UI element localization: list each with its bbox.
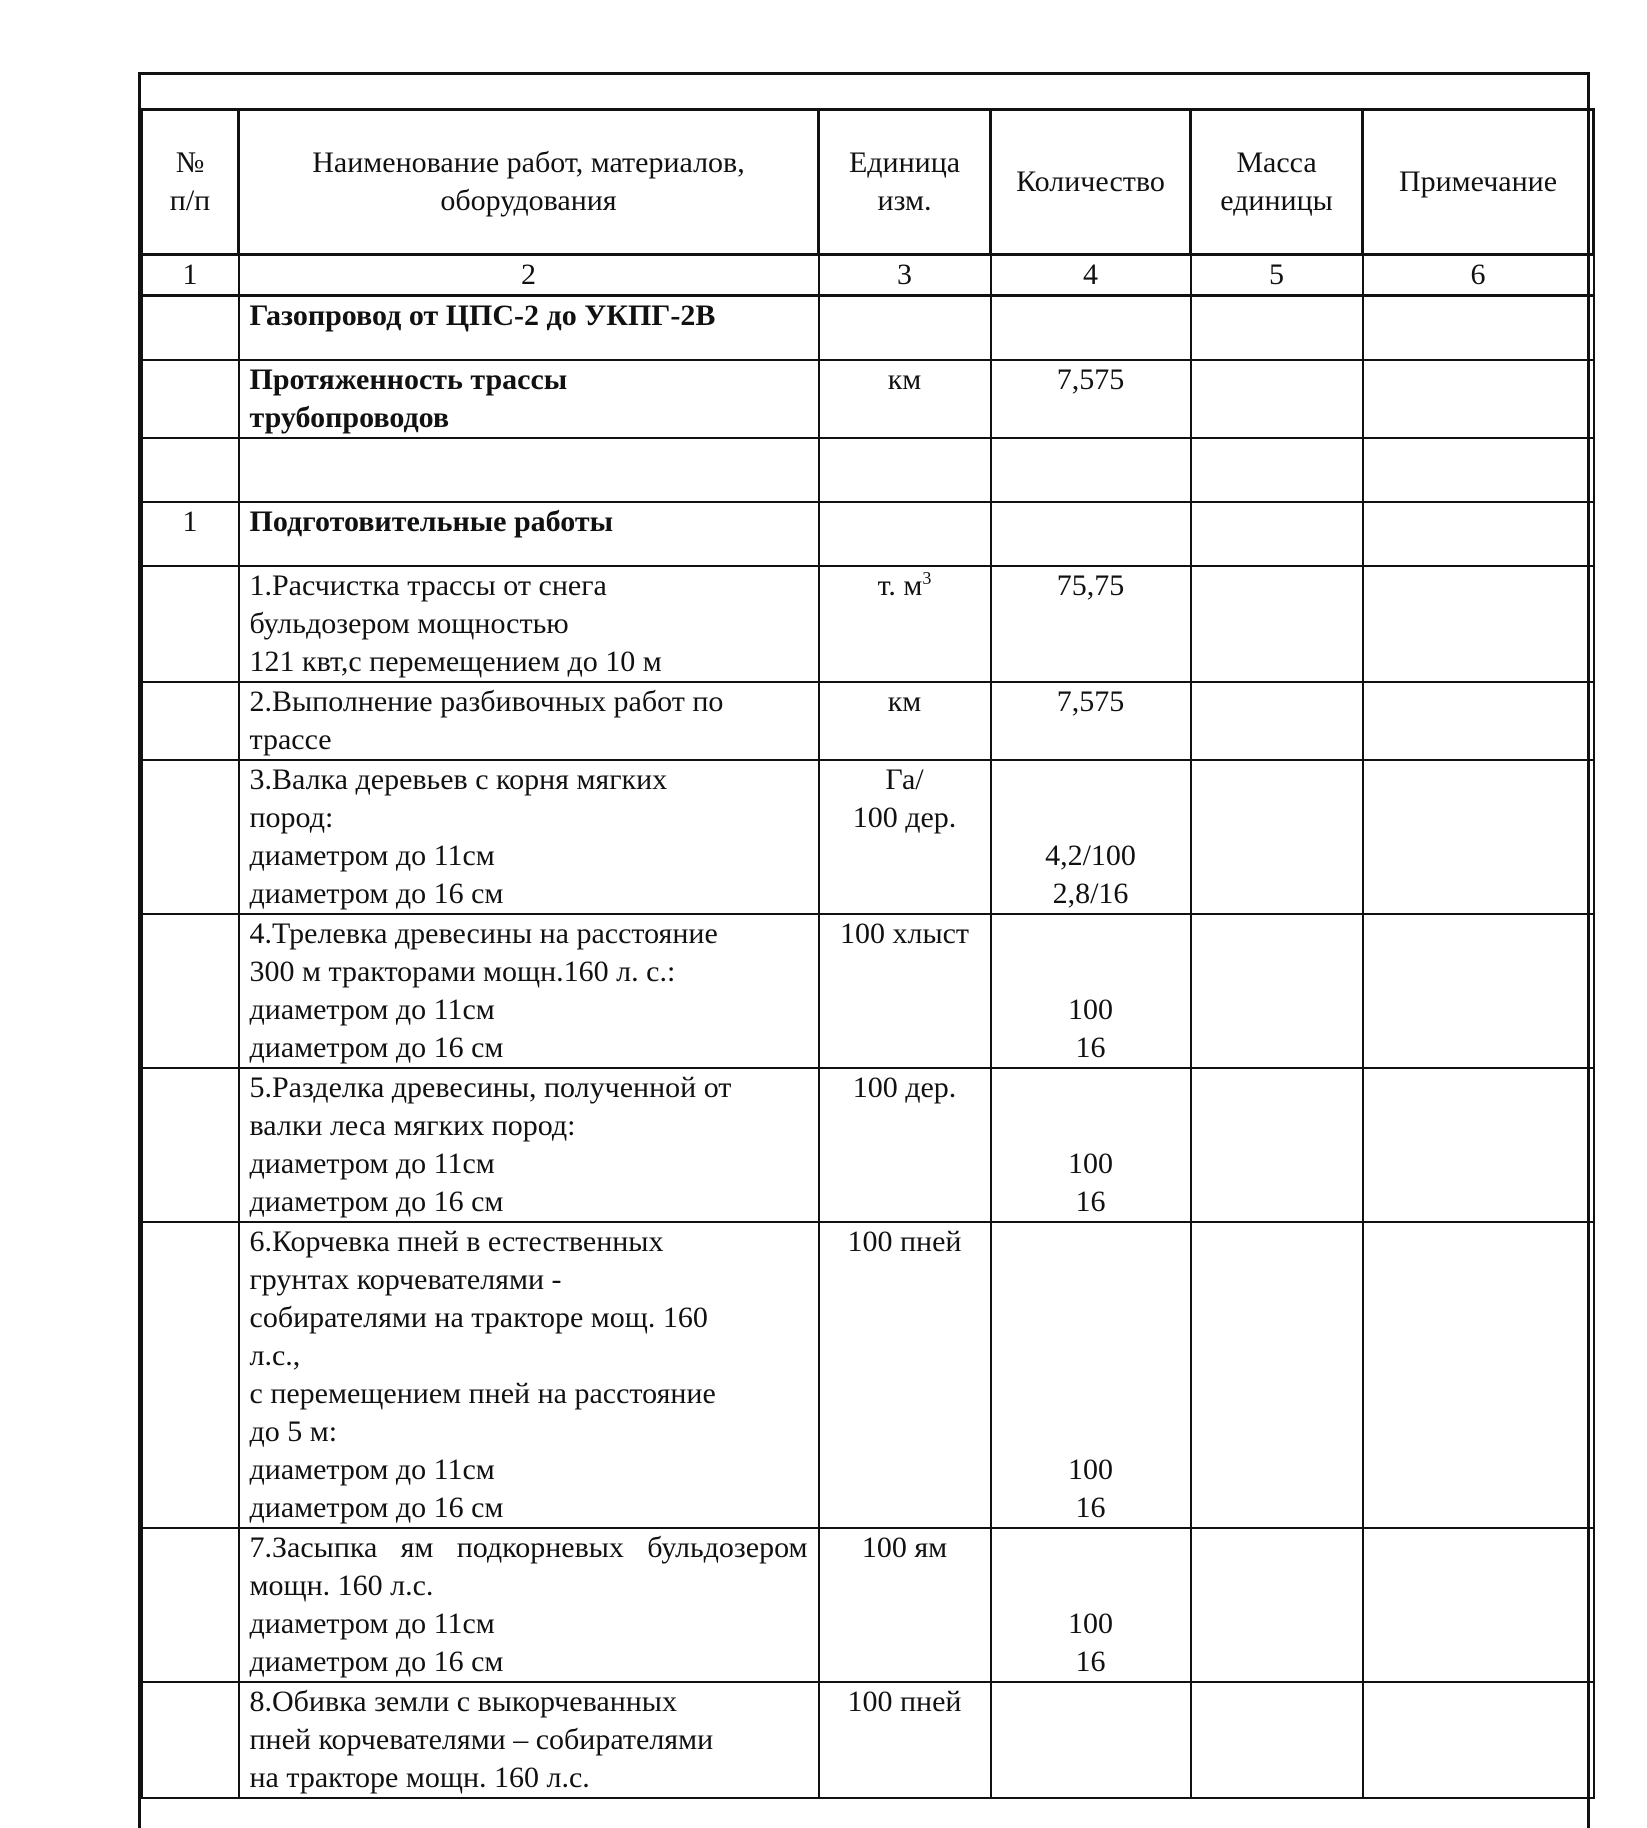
table-header (142, 110, 1594, 255)
table-row (142, 296, 1594, 360)
mass-cell (1191, 1222, 1363, 1528)
unit-cell: 100 хлыст (819, 914, 991, 1068)
row-number (142, 1068, 239, 1222)
quantity-cell: 100 16 (991, 1222, 1191, 1528)
note-cell (1363, 296, 1594, 360)
unit-cell (819, 438, 991, 502)
header-name: Наименование работ, материалов, оборудования (239, 110, 819, 255)
unit-cell: 100 дер. (819, 1068, 991, 1222)
mass-cell (1191, 1528, 1363, 1682)
unit-text: т. м (877, 568, 923, 602)
unit-cell: 100 ям (819, 1528, 991, 1682)
mass-cell (1191, 914, 1363, 1068)
row-number (142, 1222, 239, 1528)
quantity-cell (991, 1682, 1191, 1798)
table-row (142, 914, 1594, 1068)
section-title: Газопровод от ЦПС-2 до УКПГ-2В (239, 296, 819, 360)
mass-cell (1191, 566, 1363, 682)
name-cell: 8.Обивка земли с выкорчеванных пней корчевателями – собирателями на тракторе мощн. 160 л.с. (239, 1682, 819, 1798)
name-cell: 4.Трелевка древесины на расстояние 300 м тракторами мощн.160 л. с.: диаметром до 11см диаметром до 16 см (239, 914, 819, 1068)
note-cell (1363, 914, 1594, 1068)
quantity-cell (991, 438, 1191, 502)
name-cell: 5.Разделка древесины, полученной от валки леса мягких пород: диаметром до 11см диаметром до 16 см (239, 1068, 819, 1222)
row-number (142, 682, 239, 760)
table-row (142, 1222, 1594, 1528)
column-number: 3 (819, 255, 991, 296)
unit-cell: км (819, 360, 991, 438)
header-number: № п/п (142, 110, 239, 255)
row-number: 1 (142, 502, 239, 566)
table-row (142, 438, 1594, 502)
row-number (142, 1682, 239, 1798)
quantity-cell (991, 296, 1191, 360)
note-cell (1363, 438, 1594, 502)
table-row (142, 760, 1594, 914)
mass-cell (1191, 1068, 1363, 1222)
quantity-cell: 75,75 (991, 566, 1191, 682)
unit-cell: Га/ 100 дер. (819, 760, 991, 914)
column-number: 5 (1191, 255, 1363, 296)
note-cell (1363, 360, 1594, 438)
column-number: 4 (991, 255, 1191, 296)
row-number (142, 1528, 239, 1682)
mass-cell (1191, 682, 1363, 760)
name-cell (239, 438, 819, 502)
note-cell (1363, 1222, 1594, 1528)
unit-cell (819, 296, 991, 360)
unit-superscript: 3 (922, 567, 932, 588)
mass-cell (1191, 296, 1363, 360)
specification-table (140, 108, 1595, 1799)
header-unit: Единица изм. (819, 110, 991, 255)
mass-cell (1191, 1682, 1363, 1798)
mass-cell (1191, 760, 1363, 914)
unit-cell (819, 502, 991, 566)
quantity-cell: 7,575 (991, 360, 1191, 438)
unit-cell: км (819, 682, 991, 760)
note-cell (1363, 1682, 1594, 1798)
header-quantity: Количество (991, 110, 1191, 255)
table-row (142, 1682, 1594, 1798)
mass-cell (1191, 438, 1363, 502)
route-length-label: Протяженность трассы трубопроводов (239, 360, 819, 438)
quantity-cell: 100 16 (991, 1528, 1191, 1682)
note-cell (1363, 682, 1594, 760)
header-note: Примечание (1363, 110, 1594, 255)
name-cell: 2.Выполнение разбивочных работ по трассе (239, 682, 819, 760)
table-row (142, 682, 1594, 760)
name-cell: 3.Валка деревьев с корня мягких пород: диаметром до 11см диаметром до 16 см (239, 760, 819, 914)
name-cell: 6.Корчевка пней в естественных грунтах корчевателями - собирателями на тракторе мощ. 160 л.с., с перемещением пней на расстояние до 5 м: диаметром до 11см диаметром до 16 см (239, 1222, 819, 1528)
note-cell (1363, 760, 1594, 914)
mass-cell (1191, 502, 1363, 566)
unit-cell (819, 566, 991, 682)
row-number (142, 360, 239, 438)
note-cell (1363, 1068, 1594, 1222)
quantity-cell (991, 502, 1191, 566)
row-number (142, 296, 239, 360)
table-row (142, 1528, 1594, 1682)
row-number (142, 566, 239, 682)
row-number (142, 438, 239, 502)
column-numbers-row (142, 255, 1594, 296)
name-cell: 1.Расчистка трассы от снега бульдозером мощностью 121 квт,с перемещением до 10 м (239, 566, 819, 682)
note-cell (1363, 502, 1594, 566)
name-cell: 7.Засыпка ям подкорневых бульдозером мощн. 160 л.с. диаметром до 11см диаметром до 16 см (239, 1528, 819, 1682)
quantity-cell: 100 16 (991, 914, 1191, 1068)
table-row (142, 502, 1594, 566)
header-unit-mass: Масса единицы (1191, 110, 1363, 255)
note-cell (1363, 1528, 1594, 1682)
row-number (142, 914, 239, 1068)
column-number: 1 (142, 255, 239, 296)
table-row (142, 360, 1594, 438)
quantity-cell: 7,575 (991, 682, 1191, 760)
column-number: 2 (239, 255, 819, 296)
column-number: 6 (1363, 255, 1594, 296)
section-title: Подготовительные работы (239, 502, 819, 566)
note-cell (1363, 566, 1594, 682)
table-row (142, 1068, 1594, 1222)
quantity-cell: 4,2/100 2,8/16 (991, 760, 1191, 914)
mass-cell (1191, 360, 1363, 438)
unit-cell: 100 пней (819, 1222, 991, 1528)
row-number (142, 760, 239, 914)
table-row (142, 566, 1594, 682)
unit-cell: 100 пней (819, 1682, 991, 1798)
quantity-cell: 100 16 (991, 1068, 1191, 1222)
